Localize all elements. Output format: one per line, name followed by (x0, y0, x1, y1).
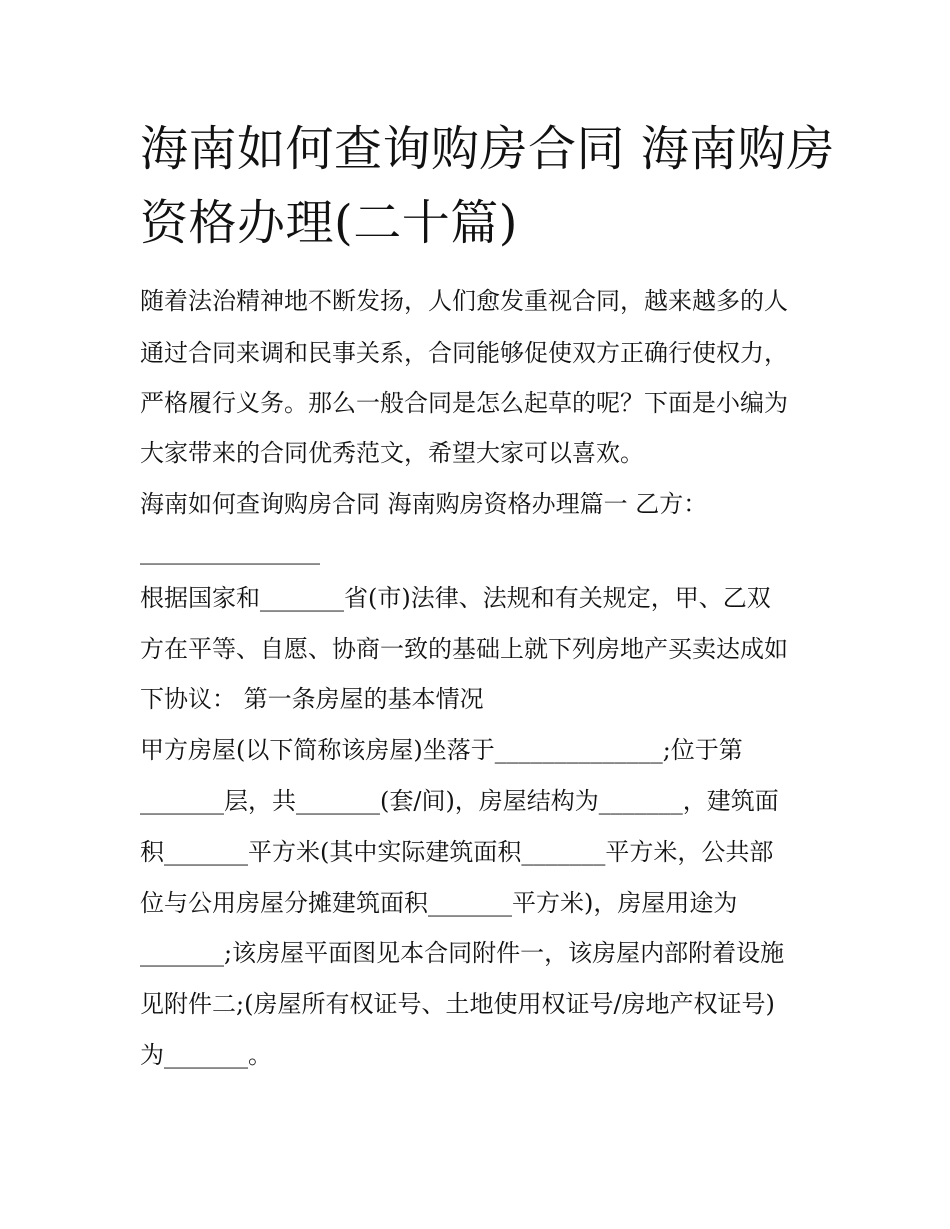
details-line-1: 甲方房屋(以下简称该房屋)坐落于______________;位于第 (140, 736, 743, 764)
details-line-4: 位与公用房屋分摊建筑面积_______平方米)，房屋用途为 (140, 889, 738, 917)
agreement-line-2: 方在平等、自愿、协商一致的基础上就下列房地产买卖达成如 (140, 635, 788, 663)
agreement-line-3: 下协议： 第一条房屋的基本情况 (140, 685, 484, 713)
intro-line-2: 通过合同来调和民事关系，合同能够促使双方正确行使权力， (140, 339, 788, 367)
section-blank-line: _______________ (140, 537, 320, 565)
details-line-3: 积_______平方米(其中实际建筑面积_______平方米，公共部 (140, 838, 774, 866)
details-line-6: 见附件二;(房屋所有权证号、土地使用权证号/房地产权证号) (140, 990, 775, 1018)
details-line-7: 为_______。 (140, 1041, 272, 1069)
details-line-5: _______;该房屋平面图见本合同附件一，该房屋内部附着设施 (140, 939, 785, 967)
section-heading-line: 海南如何查询购房合同 海南购房资格办理篇一 乙方： (140, 490, 708, 518)
intro-line-3: 严格履行义务。那么一般合同是怎么起草的呢？下面是小编为 (140, 389, 788, 417)
details-line-2: _______层，共_______(套/间)，房屋结构为_______，建筑面 (140, 787, 779, 815)
intro-line-4: 大家带来的合同优秀范文，希望大家可以喜欢。 (140, 439, 644, 467)
document-title: 海南如何查询购房合同 海南购房资格办理(二十篇) (140, 121, 835, 251)
intro-line-1: 随着法治精神地不断发扬，人们愈发重视合同，越来越多的人 (140, 287, 788, 315)
agreement-line-1: 根据国家和_______省(市)法律、法规和有关规定，甲、乙双 (140, 584, 771, 612)
